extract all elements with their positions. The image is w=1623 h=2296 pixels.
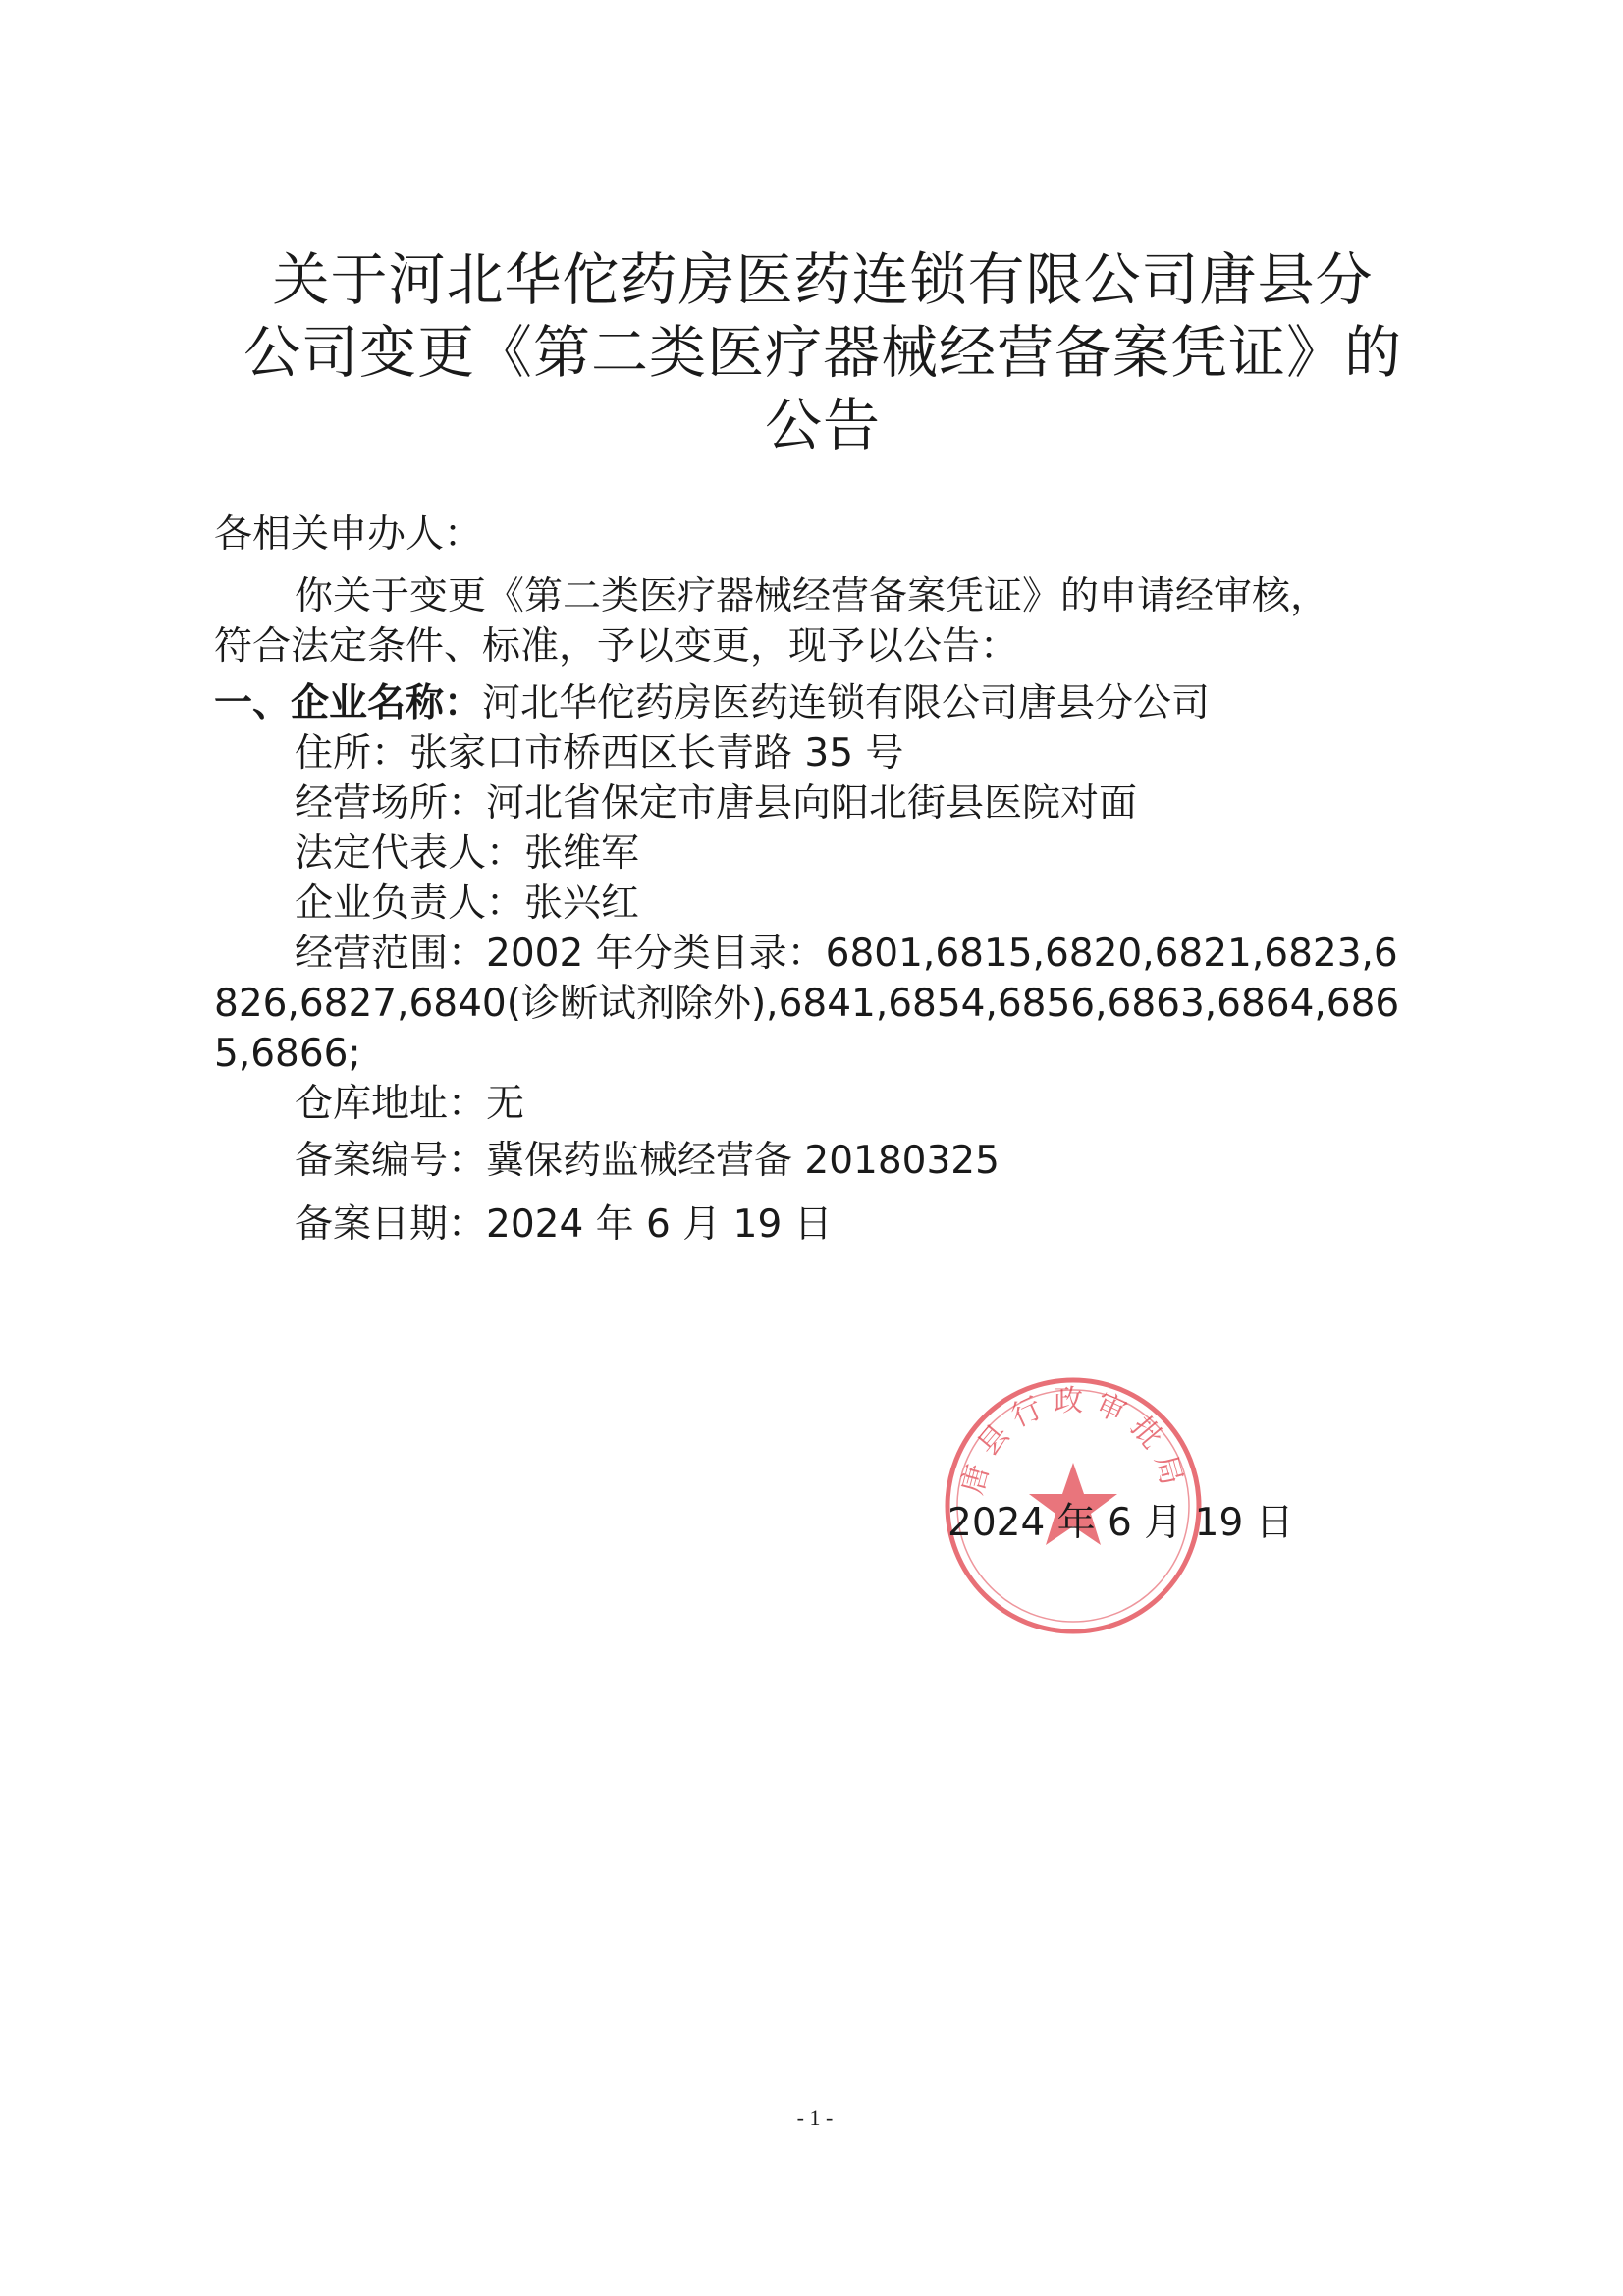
signature-date: 2024 年 6 月 19 日 (947, 1501, 1294, 1545)
business-site-label: 经营场所： (295, 781, 487, 826)
enterprise-name-value: 河北华佗药房医药连锁有限公司唐县分公司 (482, 681, 1211, 725)
record-date-value: 2024 年 6 月 19 日 (486, 1202, 833, 1247)
legal-representative-row (295, 829, 639, 879)
record-number-row (295, 1137, 1000, 1186)
document-title (214, 243, 1432, 461)
section-index: 一、 (214, 681, 292, 725)
body-paragraph-line-1: 你关于变更《第二类医疗器械经营备案凭证》的申请经审核， (295, 574, 1329, 618)
manager-label: 企业负责人： (295, 881, 525, 926)
business-site-row (295, 779, 1137, 828)
address-value: 张家口市桥西区长青路 35 号 (409, 731, 904, 775)
enterprise-name-row (214, 679, 1210, 728)
business-scope-label: 经营范围： (295, 932, 487, 976)
warehouse-row (295, 1080, 524, 1129)
warehouse-value: 无 (486, 1082, 525, 1126)
body-paragraph-line-2: 符合法定条件、标准，予以变更，现予以公告： (214, 624, 1019, 668)
record-date-row (295, 1201, 833, 1250)
manager-value: 张兴红 (524, 881, 640, 926)
business-scope-line-3: 5,6866; (214, 1032, 361, 1076)
business-site-value: 河北省保定市唐县向阳北街县医院对面 (486, 781, 1138, 826)
record-date-label: 备案日期： (295, 1202, 487, 1247)
page-number: - 1 - (796, 2106, 834, 2130)
legal-representative-value: 张维军 (524, 831, 640, 876)
salutation: 各相关申办人： (214, 512, 483, 557)
record-number-value: 冀保药监械经营备 20180325 (486, 1139, 1000, 1183)
business-scope-row (295, 930, 1398, 979)
address-row (295, 729, 903, 778)
record-number-label: 备案编号： (295, 1139, 487, 1183)
manager-row (295, 880, 639, 929)
warehouse-label: 仓库地址： (295, 1082, 487, 1126)
title-line-3: 公告 (764, 392, 881, 458)
business-scope-line-2: 826,6827,6840(诊断试剂除外),6841,6854,6856,6863,6864,686 (214, 982, 1400, 1026)
title-line-1: 关于河北华佗药房医药连锁有限公司唐县分 (272, 246, 1374, 313)
title-line-2: 公司变更《第二类医疗器械经营备案凭证》的 (243, 319, 1402, 386)
stamp-text: 唐县行政审批局 (954, 1383, 1192, 1499)
enterprise-name-label: 企业名称： (291, 681, 483, 725)
address-label: 住所： (295, 731, 410, 775)
business-scope-line-1: 2002 年分类目录：6801,6815,6820,6821,6823,6 (486, 932, 1398, 976)
legal-representative-label: 法定代表人： (295, 831, 525, 876)
